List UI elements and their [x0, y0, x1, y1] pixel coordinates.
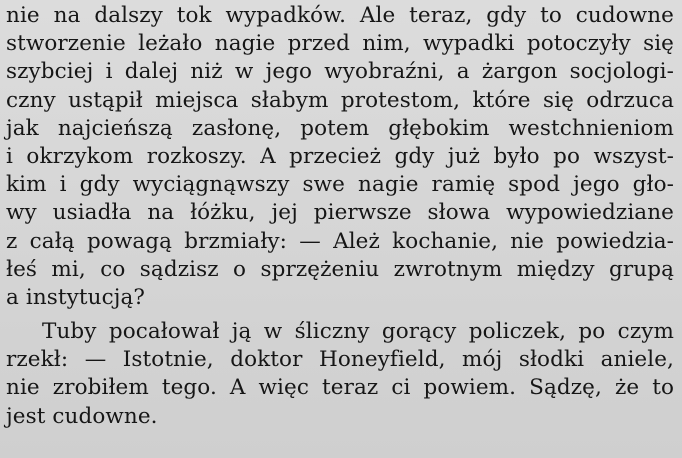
- text-line: jak najcieńszą zasłonę, potem głębokim westchnieniom: [6, 115, 674, 141]
- text-line: a instytucją?: [6, 284, 146, 310]
- text-line: szybciej i dalej niż w jego wyobraźni, a żargon socjologi-: [6, 59, 674, 85]
- paragraph-1: [6, 2, 674, 312]
- text-line: wy usiadła na łóżku, jej pierwsze słowa wypowiedziane: [6, 200, 674, 226]
- page-text: [6, 2, 674, 431]
- text-line: nie na dalszy tok wypadków. Ale teraz, gdy to cudowne: [6, 3, 674, 28]
- text-line: kim i gdy wyciągnąwszy swe nagie ramię spod jego gło-: [6, 172, 674, 198]
- paragraph-2: [6, 318, 674, 431]
- text-line: czny ustąpił miejsca słabym protestom, które się odrzuca: [6, 87, 674, 113]
- text-line: z całą powagą brzmiały: — Ależ kochanie, nie powiedzia-: [6, 228, 674, 254]
- text-line: nie zrobiłem tego. A więc teraz ci powiem. Sądzę, że to: [6, 375, 674, 401]
- text-line: Tuby pocałował ją w śliczny gorący policzek, po czym: [42, 319, 674, 345]
- text-line: rzekł: — Istotnie, doktor Honeyfield, mój słodki aniele,: [6, 347, 674, 373]
- text-line: jest cudowne.: [6, 403, 158, 429]
- text-line: łeś mi, co sądzisz o sprzężeniu zwrotnym między grupą: [6, 256, 674, 282]
- text-line: i okrzykom rozkoszy. A przecież gdy już było po wszyst-: [6, 143, 674, 169]
- text-line: stworzenie leżało nagie przed nim, wypadki potoczyły się: [6, 31, 674, 57]
